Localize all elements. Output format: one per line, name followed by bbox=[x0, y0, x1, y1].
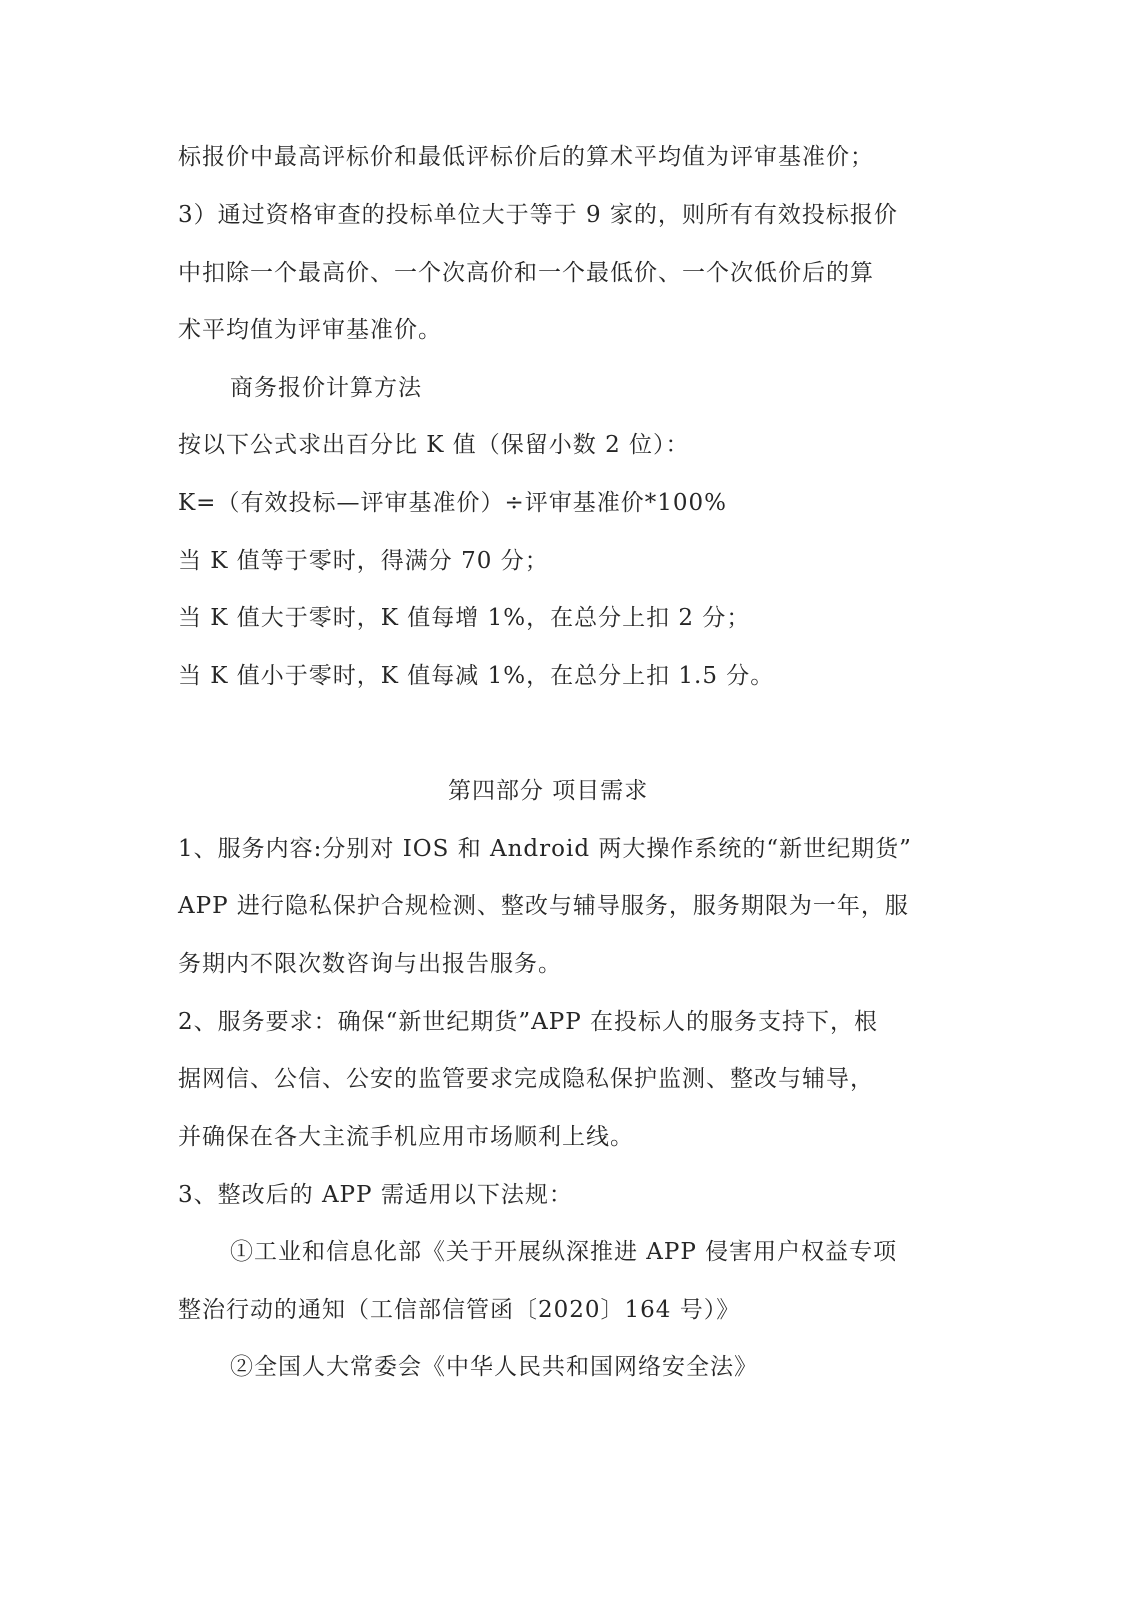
formula-line: K=（有效投标—评审基准价）÷评审基准价*100% bbox=[178, 490, 727, 516]
paragraph-line: 3）通过资格审查的投标单位大于等于 9 家的，则所有有效投标报价 bbox=[178, 202, 898, 228]
rule-line: 当 K 值小于零时，K 值每减 1%，在总分上扣 1.5 分。 bbox=[178, 663, 775, 689]
paragraph-line: 1、服务内容:分别对 IOS 和 Android 两大操作系统的“新世纪期货” bbox=[178, 836, 912, 862]
paragraph-line: 标报价中最高评标价和最低评标价后的算术平均值为评审基准价； bbox=[178, 144, 874, 170]
formula-intro-line: 按以下公式求出百分比 K 值（保留小数 2 位）： bbox=[178, 432, 690, 458]
paragraph-line: 3、整改后的 APP 需适用以下法规： bbox=[178, 1182, 573, 1208]
section-heading: 第四部分 项目需求 bbox=[448, 778, 649, 804]
paragraph-line: 务期内不限次数咨询与出报告服务。 bbox=[178, 951, 562, 977]
paragraph-line: APP 进行隐私保护合规检测、整改与辅导服务，服务期限为一年，服 bbox=[178, 893, 909, 919]
paragraph-line: 2、服务要求：确保“新世纪期货”APP 在投标人的服务支持下，根 bbox=[178, 1009, 879, 1035]
method-heading: 商务报价计算方法 bbox=[230, 375, 422, 401]
paragraph-line: 并确保在各大主流手机应用市场顺利上线。 bbox=[178, 1124, 634, 1150]
rule-line: 当 K 值大于零时，K 值每增 1%，在总分上扣 2 分； bbox=[178, 605, 751, 631]
paragraph-line: 据网信、公信、公安的监管要求完成隐私保护监测、整改与辅导， bbox=[178, 1066, 874, 1092]
paragraph-line: 中扣除一个最高价、一个次高价和一个最低价、一个次低价后的算 bbox=[178, 260, 874, 286]
law-item: ②全国人大常委会《中华人民共和国网络安全法》 bbox=[230, 1354, 758, 1380]
law-item: ①工业和信息化部《关于开展纵深推进 APP 侵害用户权益专项 bbox=[230, 1239, 898, 1265]
law-item-continuation: 整治行动的通知（工信部信管函〔2020〕164 号）》 bbox=[178, 1297, 741, 1323]
paragraph-line: 术平均值为评审基准价。 bbox=[178, 317, 442, 343]
rule-line: 当 K 值等于零时，得满分 70 分； bbox=[178, 548, 549, 574]
